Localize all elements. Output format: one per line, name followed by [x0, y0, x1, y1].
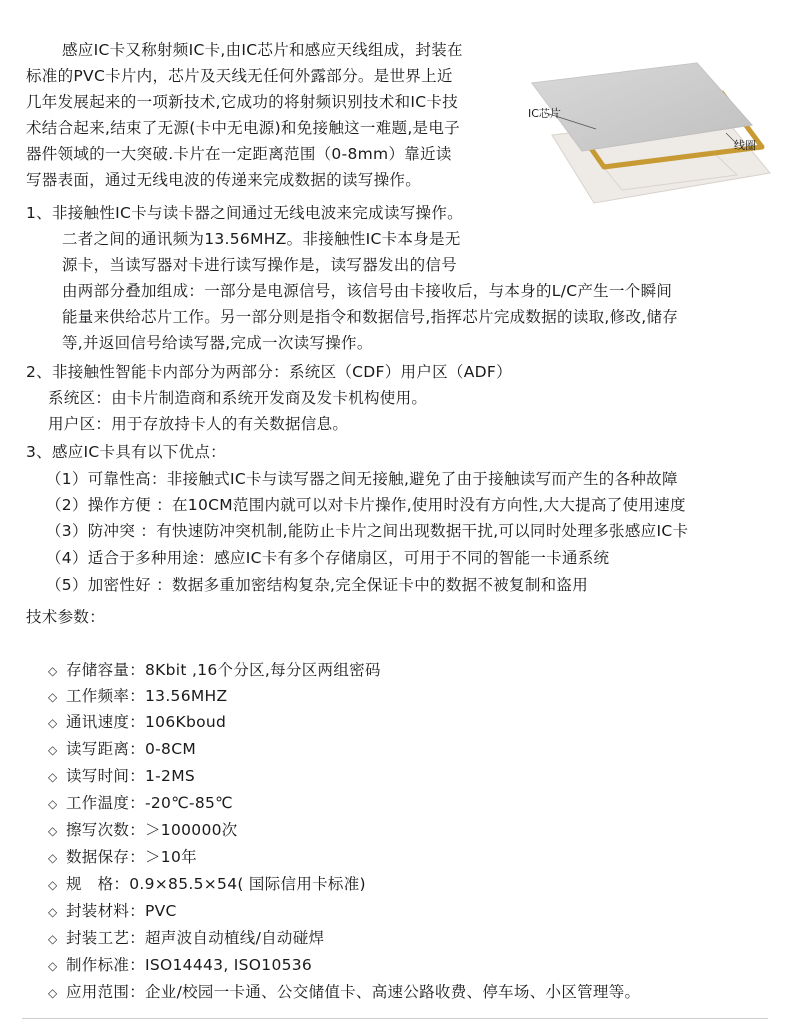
- diamond-bullet-icon: ◇: [48, 797, 58, 811]
- section1-line: 二者之间的通讯频为13.56MHZ。非接触性IC卡本身是无: [62, 230, 461, 248]
- spec-text: 读写时间：1-2MS: [66, 767, 196, 785]
- diamond-bullet-icon: ◇: [48, 905, 58, 919]
- intro-line: 写器表面，通过无线电波的传递来完成数据的读写操作。: [26, 171, 422, 189]
- section1-line: 等,并返回信号给读写器,完成一次读写操作。: [62, 334, 373, 352]
- spec-item: [48, 898, 177, 925]
- spec-item: [48, 736, 196, 763]
- spec-item: [48, 709, 226, 736]
- spec-item: [48, 871, 366, 898]
- spec-text: 读写距离：0-8CM: [66, 740, 197, 758]
- specs-title: 技术参数：: [26, 608, 106, 626]
- spec-text: 规 格：0.9×85.5×54( 国际信用卡标准): [66, 875, 366, 893]
- card-layers-graphic: [522, 55, 772, 205]
- spec-item: [48, 790, 233, 817]
- diamond-bullet-icon: ◇: [48, 824, 58, 838]
- advantage-item: （4）适合于多种用途：感应IC卡有多个存储扇区，可用于不同的智能一卡通系统: [46, 549, 610, 567]
- diamond-bullet-icon: ◇: [48, 851, 58, 865]
- section1-line: 能量来供给芯片工作。另一部分则是指令和数据信号,指挥芯片完成数据的读取,修改,储存: [62, 308, 679, 326]
- intro-line: 几年发展起来的一项新技术,它成功的将射频识别技术和IC卡技: [26, 93, 459, 111]
- section2-line: 2、非接触性智能卡内部分为两部分：系统区（CDF）用户区（ADF）: [26, 363, 512, 381]
- spec-text: 存储容量：8Kbit ,16个分区,每分区两组密码: [66, 661, 381, 679]
- coil-label: 线圈: [734, 139, 756, 152]
- spec-text: 制作标准：ISO14443, ISO10536: [66, 956, 313, 974]
- spec-item: [48, 763, 195, 790]
- intro-line: 标准的PVC卡片内，芯片及天线无任何外露部分。是世界上近: [26, 67, 453, 85]
- spec-text: 工作温度：-20℃-85℃: [66, 794, 233, 812]
- intro-line: 器件领域的一大突破.卡片在一定距离范围（0-8mm）靠近读: [26, 145, 452, 163]
- advantage-item: （1）可靠性高：非接触式IC卡与读写器之间无接触,避免了由于接触读写而产生的各种故障: [46, 470, 678, 488]
- intro-line: 感应IC卡又称射频IC卡,由IC芯片和感应天线组成，封装在: [62, 41, 463, 59]
- section3-title: 3、感应IC卡具有以下优点：: [26, 443, 226, 461]
- spec-item: [48, 844, 197, 871]
- spec-item: [48, 925, 324, 952]
- spec-text: 通讯速度：106Kboud: [66, 713, 227, 731]
- ic-chip-label: IC芯片: [528, 107, 561, 120]
- spec-text: 工作频率：13.56MHZ: [66, 687, 228, 705]
- diamond-bullet-icon: ◇: [48, 986, 58, 1000]
- card-illustration: [522, 55, 772, 205]
- spec-item: [48, 683, 227, 710]
- advantage-item: （2）操作方便 ：在10CM范围内就可以对卡片操作,使用时没有方向性,大大提高了使用速度: [46, 496, 686, 514]
- advantage-item: （5）加密性好 ：数据多重加密结构复杂,完全保证卡中的数据不被复制和盗用: [46, 576, 589, 594]
- diamond-bullet-icon: ◇: [48, 690, 58, 704]
- spec-item: [48, 979, 640, 1006]
- spec-text: 封装工艺：超声波自动植线/自动碰焊: [66, 929, 325, 947]
- diamond-bullet-icon: ◇: [48, 932, 58, 946]
- spec-text: 封装材料：PVC: [66, 902, 177, 920]
- section1-line: 1、非接触性IC卡与读卡器之间通过无线电波来完成读写操作。: [26, 204, 463, 222]
- section2-line: 用户区：用于存放持卡人的有关数据信息。: [48, 415, 349, 433]
- spec-item: [48, 657, 381, 684]
- spec-item: [48, 817, 238, 844]
- spec-text: 数据保存：＞10年: [66, 848, 197, 866]
- diamond-bullet-icon: ◇: [48, 664, 58, 678]
- section1-line: 由两部分叠加组成：一部分是电源信号，该信号由卡接收后，与本身的L/C产生一个瞬间: [62, 282, 673, 300]
- diamond-bullet-icon: ◇: [48, 878, 58, 892]
- intro-line: 术结合起来,结束了无源(卡中无电源)和免接触这一难题,是电子: [26, 119, 460, 137]
- spec-text: 擦写次数：＞100000次: [66, 821, 238, 839]
- section1-line: 源卡，当读写器对卡进行读写操作是，读写器发出的信号: [62, 256, 458, 274]
- section2-line: 系统区：由卡片制造商和系统开发商及发卡机构使用。: [48, 389, 428, 407]
- bottom-divider: [22, 1018, 768, 1019]
- spec-item: [48, 952, 312, 979]
- diamond-bullet-icon: ◇: [48, 716, 58, 730]
- advantage-item: （3）防冲突 ：有快速防冲突机制,能防止卡片之间出现数据干扰,可以同时处理多张感应IC卡: [46, 522, 689, 540]
- diamond-bullet-icon: ◇: [48, 959, 58, 973]
- diamond-bullet-icon: ◇: [48, 770, 58, 784]
- diamond-bullet-icon: ◇: [48, 743, 58, 757]
- spec-text: 应用范围：企业/校园一卡通、公交储值卡、高速公路收费、停车场、小区管理等。: [66, 983, 641, 1001]
